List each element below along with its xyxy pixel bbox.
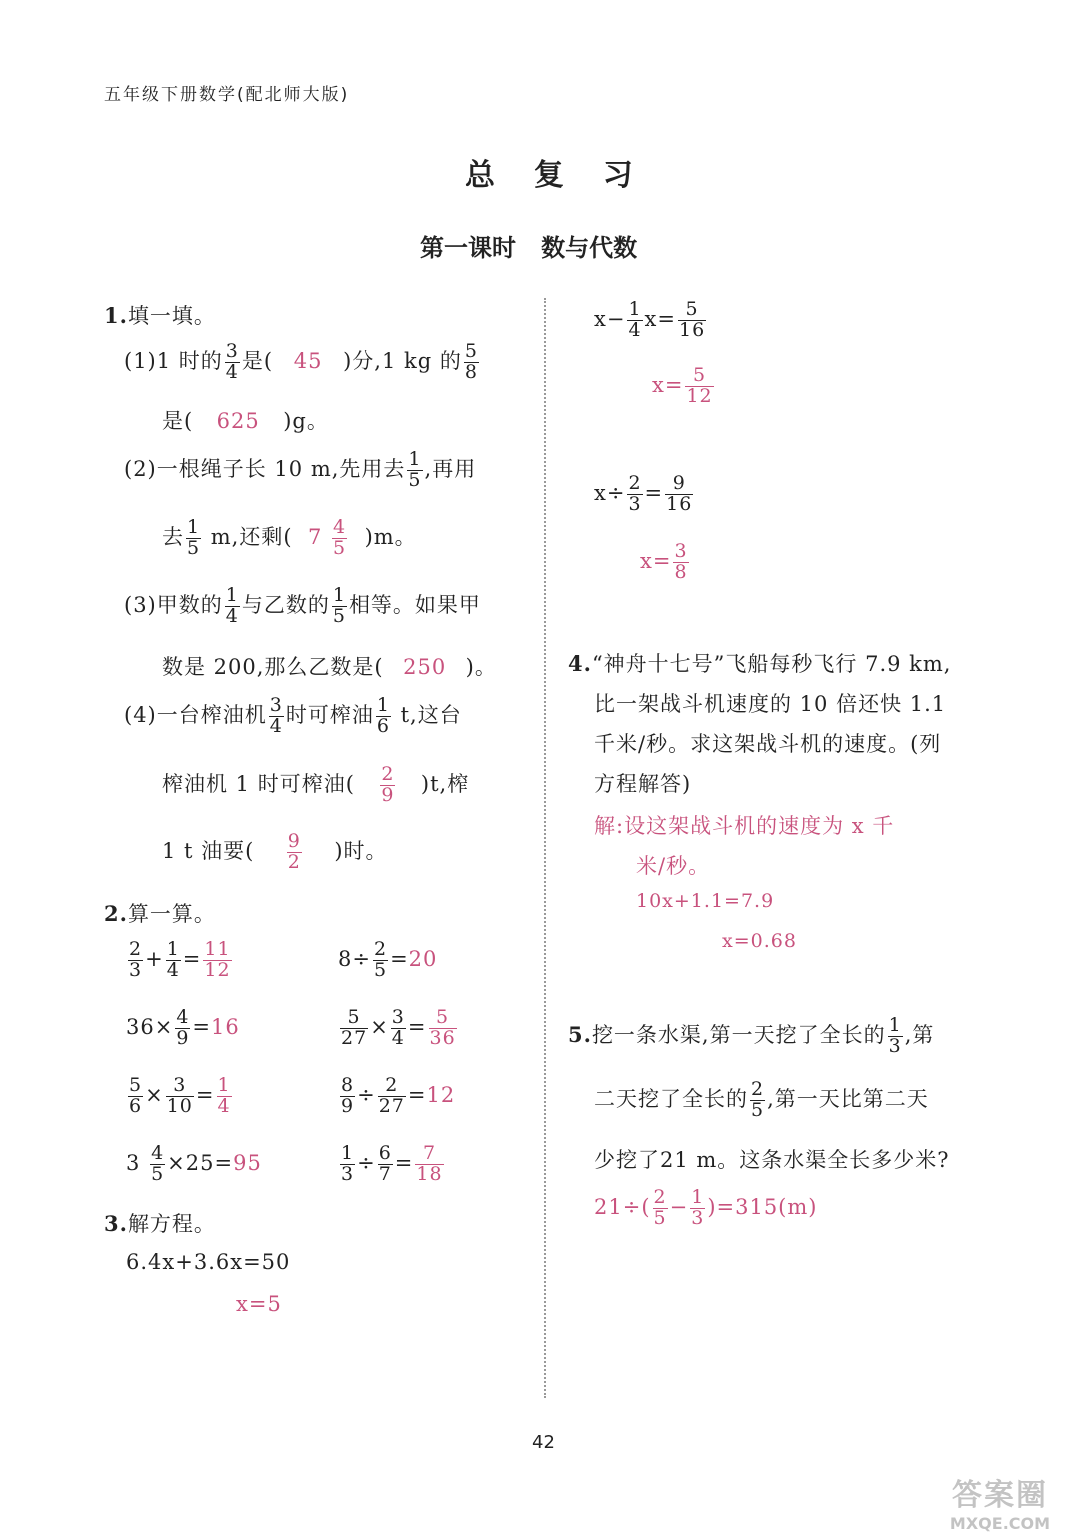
- answer: $\frac{5}{36}$: [429, 1006, 456, 1049]
- q5-line-3: 少挖了21 m。这条水渠全长多少米?: [594, 1148, 950, 1172]
- q1-4-text: )t,榨: [420, 771, 470, 796]
- q1-1-text: )分,1 kg 的: [343, 348, 462, 373]
- answer: 95: [233, 1150, 262, 1175]
- q3-eq3: x÷ $\frac{2}{3}$ = $\frac{9}{16}$: [594, 472, 693, 515]
- q1-4-text: )时。: [334, 838, 388, 863]
- q1-4-line2: [162, 765, 469, 806]
- fraction: $\frac{1}{5}$: [408, 448, 422, 491]
- q1-1-text: (1)1 时的: [124, 348, 223, 373]
- q2-expr-4: $\frac{5}{27}$ × $\frac{3}{4}$ = $\frac{5}{36}$: [341, 1006, 456, 1049]
- q1-3-text: 相等。如果甲: [348, 592, 481, 617]
- q1-4-line1: [124, 696, 462, 737]
- answer: $\frac{7}{18}$: [416, 1142, 443, 1185]
- q1-2-text: ,再用: [424, 456, 477, 481]
- q3-eq1: 6.4x+3.6x=50: [126, 1250, 291, 1274]
- q1-1-text: )g。: [283, 409, 329, 433]
- answer: 12: [426, 1082, 456, 1107]
- q1-4-text: t,这台: [392, 702, 462, 727]
- answer: $\frac{11}{12}$: [204, 938, 231, 981]
- q1-4-text: (4)一台榨油机: [124, 702, 267, 727]
- q4-line-4: 方程解答): [594, 772, 692, 796]
- lesson-subtitle: 第一课时 数与代数: [420, 234, 638, 262]
- q2-heading: [104, 898, 216, 928]
- q3-text: 解方程。: [127, 1212, 216, 1236]
- q1-2-line2: [162, 518, 417, 559]
- q3-label: 3.: [104, 1211, 128, 1236]
- fraction: $\frac{1}{5}$: [332, 584, 346, 627]
- q1-1-text: 是(: [162, 409, 194, 433]
- q5-answer: 21÷( $\frac{2}{5}$ − $\frac{1}{3}$ )=315(m): [594, 1186, 818, 1229]
- fraction: $\frac{3}{4}$: [269, 694, 283, 737]
- q1-4-text: 榨油机 1 时可榨油(: [162, 771, 355, 796]
- answer: 7 $\frac{4}{5}$: [307, 516, 347, 559]
- q3-heading: [104, 1208, 216, 1238]
- q1-2-text: (2)一根绳子长 10 m,先用去: [124, 456, 406, 481]
- q1-1-line1: [124, 342, 481, 383]
- q4-line-1: 4.“神舟十七号”飞船每秒飞行 7.9 km,: [568, 651, 952, 676]
- fraction: $\frac{1}{4}$: [225, 584, 239, 627]
- q2-expr-2: 8÷ $\frac{2}{5}$ =20: [338, 938, 438, 981]
- q3-eq3-answer: x= $\frac{3}{8}$: [640, 540, 688, 583]
- q1-heading: [104, 300, 216, 330]
- q3-eq2-answer: x= $\frac{5}{12}$: [652, 364, 713, 407]
- q1-1-text: 是(: [241, 348, 274, 373]
- q4-solution-1: 解:设这架战斗机的速度为 x 千: [594, 814, 895, 838]
- column-divider: [544, 298, 546, 1398]
- q1-3-line2: [162, 651, 497, 681]
- q3-eq2: x− $\frac{1}{4}$ x= $\frac{5}{16}$: [594, 298, 706, 341]
- q2-label: 2.: [104, 901, 128, 926]
- q5-line-1: 5.挖一条水渠,第一天挖了全长的 $\frac{1}{3}$ ,第: [568, 1014, 935, 1057]
- q3-eq1-answer: x=5: [236, 1292, 282, 1316]
- q1-4-line3: [162, 832, 388, 873]
- answer: 16: [211, 1014, 240, 1039]
- fraction: $\frac{3}{4}$: [225, 340, 239, 383]
- answer: 250: [403, 655, 447, 679]
- watermark-logo: 答案圈 MXQE.COM: [949, 1478, 1051, 1533]
- q1-2-text: )m。: [364, 524, 417, 549]
- answer: $\frac{2}{9}$: [381, 763, 395, 806]
- q2-text: 算一算。: [127, 902, 216, 926]
- q4-label: 4.: [568, 651, 592, 676]
- page-number: 42: [532, 1432, 555, 1453]
- q1-label: 1.: [104, 303, 128, 328]
- q2-expr-1: $\frac{2}{3}$ + $\frac{1}{4}$ = $\frac{11}{12}$: [129, 938, 231, 981]
- q1-3-text: (3)甲数的: [124, 592, 223, 617]
- q2-expr-6: $\frac{8}{9}$ ÷ $\frac{2}{27}$ =12: [341, 1074, 456, 1117]
- page-title: 总 复 习: [465, 158, 639, 193]
- q2-expr-3: 36× $\frac{4}{9}$ =16: [126, 1006, 240, 1049]
- book-header: 五年级下册数学(配北师大版): [104, 85, 350, 105]
- q4-solution-3: 10x+1.1=7.9: [636, 890, 775, 912]
- answer: 20: [408, 946, 438, 971]
- q1-text: 填一填。: [127, 304, 216, 328]
- q1-4-text: 1 t 油要(: [162, 838, 255, 863]
- q1-2-line1: [124, 450, 476, 491]
- q5-line-2: 二天挖了全长的 $\frac{2}{5}$ ,第一天比第二天: [594, 1078, 929, 1121]
- q4-line-3: 千米/秒。求这架战斗机的速度。(列: [594, 732, 942, 756]
- q1-3-text: 数是 200,那么乙数是(: [162, 655, 384, 679]
- fraction: $\frac{1}{5}$: [187, 516, 201, 559]
- q4-solution-2: 米/秒。: [636, 854, 711, 878]
- q2-expr-7: 3 $\frac{4}{5}$ ×25=95: [126, 1142, 262, 1185]
- q4-line-2: 比一架战斗机速度的 10 倍还快 1.1: [594, 692, 947, 716]
- q4-solution-4: x=0.68: [722, 930, 797, 952]
- q1-4-text: 时可榨油: [285, 702, 374, 727]
- q5-label: 5.: [568, 1021, 592, 1047]
- q1-1-line2: [162, 405, 329, 435]
- fraction: $\frac{5}{8}$: [464, 340, 478, 383]
- q1-2-text: 去: [162, 524, 184, 549]
- answer: $\frac{9}{2}$: [287, 830, 301, 873]
- q1-3-text: 与乙数的: [241, 592, 330, 617]
- q1-2-text: m,还剩(: [203, 524, 293, 549]
- answer: 625: [216, 409, 260, 433]
- answer: $\frac{1}{4}$: [217, 1074, 231, 1117]
- q2-expr-5: $\frac{5}{6}$ × $\frac{3}{10}$ = $\frac{1}{4}$: [129, 1074, 231, 1117]
- q1-3-line1: [124, 586, 481, 627]
- fraction: $\frac{1}{6}$: [376, 694, 390, 737]
- answer: 45: [293, 348, 323, 373]
- q2-expr-8: $\frac{1}{3}$ ÷ $\frac{6}{7}$ = $\frac{7}{18}$: [341, 1142, 443, 1185]
- q1-3-text: )。: [465, 655, 497, 679]
